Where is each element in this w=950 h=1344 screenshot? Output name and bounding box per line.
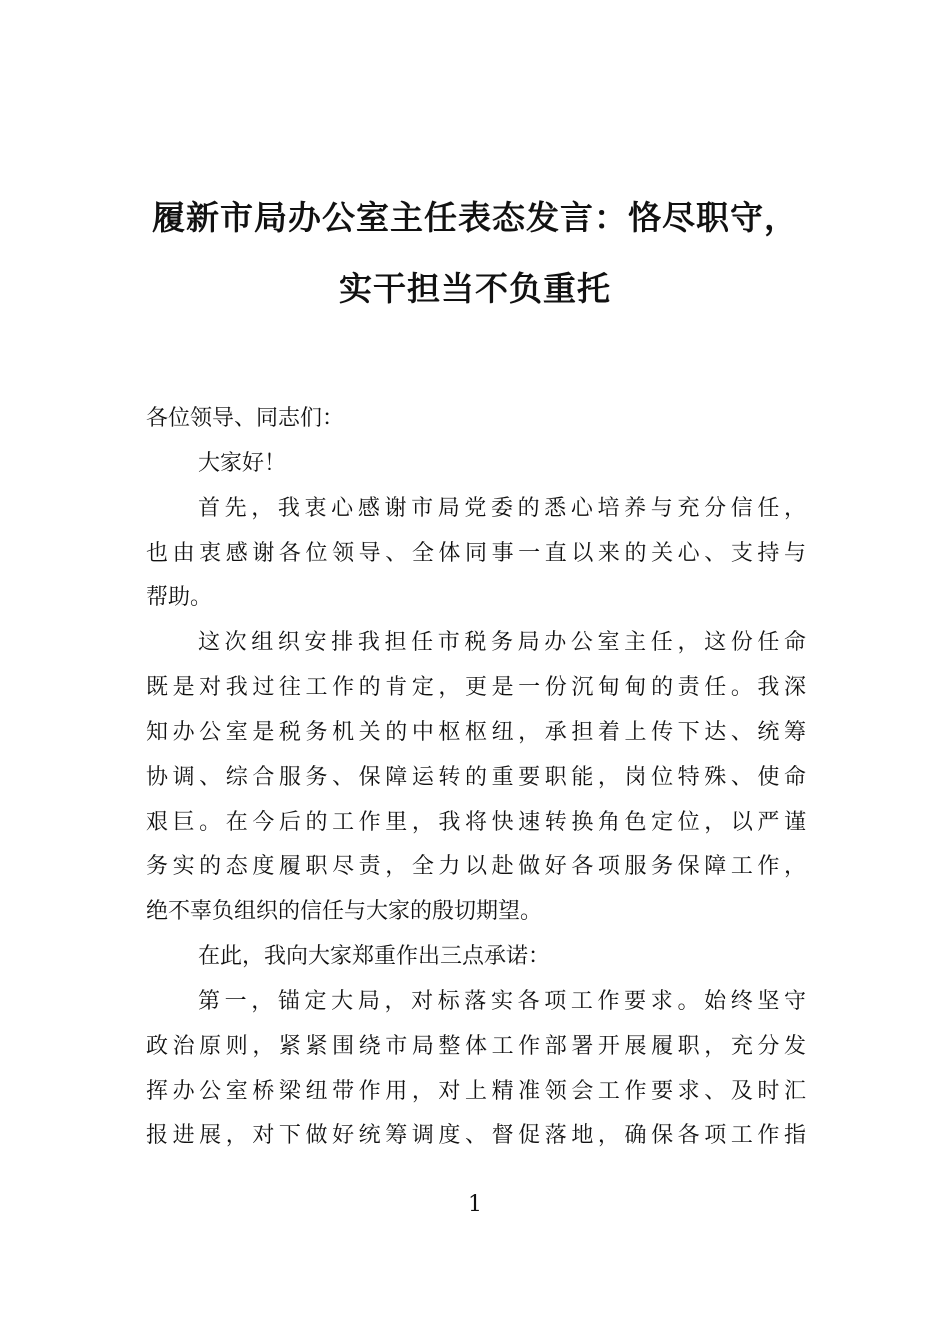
body-text-line: 帮助。 bbox=[146, 585, 213, 610]
body-text-line: 挥办公室桥梁纽带作用，对上精准领会工作要求、及时汇 bbox=[146, 1079, 806, 1104]
body-text-line: 也由衷感谢各位领导、全体同事一直以来的关心、支持与 bbox=[146, 541, 806, 566]
body-text-line: 务实的态度履职尽责，全力以赴做好各项服务保障工作， bbox=[146, 854, 806, 879]
body-text-line: 第一，锚定大局，对标落实各项工作要求。始终坚守 bbox=[198, 989, 806, 1014]
body-text-line: 政治原则，紧紧围绕市局整体工作部署开展履职，充分发 bbox=[146, 1034, 806, 1059]
body-text-line: 知办公室是税务机关的中枢枢纽，承担着上传下达、统筹 bbox=[146, 720, 806, 745]
body-text-line: 在此，我向大家郑重作出三点承诺： bbox=[198, 944, 551, 969]
document-title-line-2: 实干担当不负重托 bbox=[339, 269, 611, 308]
salutation: 各位领导、同志们： bbox=[146, 406, 345, 431]
page-number: 1 bbox=[468, 1192, 482, 1217]
document-title-line-1: 履新市局办公室主任表态发言：恪尽职守， bbox=[152, 198, 798, 237]
body-text-line: 首先，我衷心感谢市局党委的悉心培养与充分信任， bbox=[198, 496, 806, 521]
body-text-line: 协调、综合服务、保障运转的重要职能，岗位特殊、使命 bbox=[146, 765, 806, 790]
body-text-line: 这次组织安排我担任市税务局办公室主任，这份任命 bbox=[198, 630, 806, 655]
greeting: 大家好！ bbox=[198, 451, 287, 476]
body-text-line: 既是对我过往工作的肯定，更是一份沉甸甸的责任。我深 bbox=[146, 675, 806, 700]
body-text-line: 报进展，对下做好统筹调度、督促落地，确保各项工作指 bbox=[146, 1123, 806, 1148]
body-text-line: 艰巨。在今后的工作里，我将快速转换角色定位，以严谨 bbox=[146, 810, 806, 835]
body-text-line: 绝不辜负组织的信任与大家的殷切期望。 bbox=[146, 899, 543, 924]
